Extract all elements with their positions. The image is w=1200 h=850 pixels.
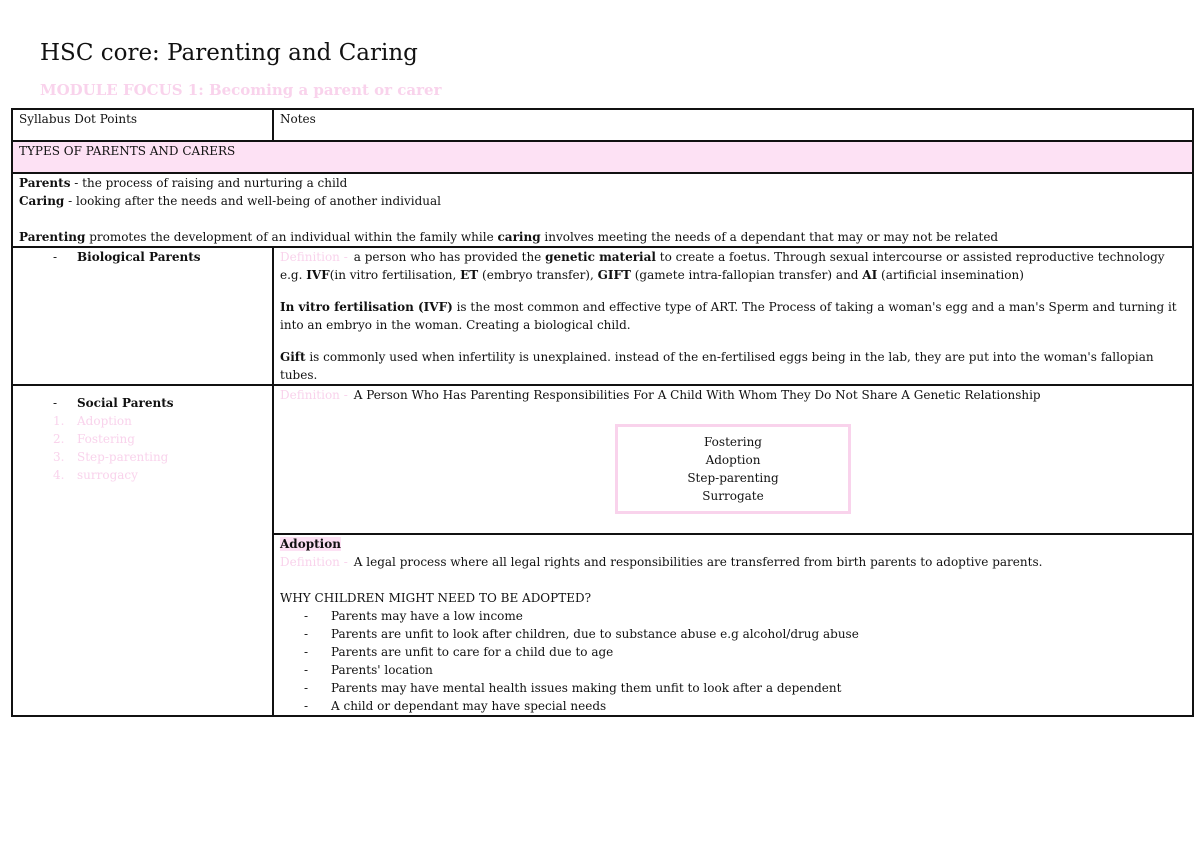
social-definition: Definition - A Person Who Has Parenting Responsibilities For A Child With Whom They Do Not Share A Genetic Relationship bbox=[280, 388, 1041, 402]
gift-paragraph: Gift is commonly used when infertility is unexplained. instead of the en-fertilised eggs being in the lab, they are put into the woman's fallopian tubes. bbox=[280, 350, 1154, 382]
section-row bbox=[12, 141, 1193, 173]
box-item: Step-parenting bbox=[687, 471, 779, 485]
module-focus-subtitle: MODULE FOCUS 1: Becoming a parent or carer bbox=[40, 81, 442, 99]
biological-notes-cell bbox=[273, 247, 1193, 385]
box-item: Surrogate bbox=[702, 489, 764, 503]
social-parents-row bbox=[12, 385, 1193, 534]
box-item: Fostering bbox=[704, 435, 762, 449]
caring-definition: Caring - looking after the needs and well-being of another individual bbox=[19, 194, 441, 208]
list-item: 3. Step-parenting bbox=[53, 450, 169, 464]
ivf-paragraph: In vitro fertilisation (IVF) is the most common and effective type of ART. The Process of taking a woman's egg and a man's Sperm and turning it into an embryo in the woman. Creating a biological child. bbox=[280, 300, 1177, 332]
biological-parents-cell bbox=[12, 247, 273, 385]
adoption-notes-cell bbox=[273, 534, 1193, 716]
list-item: - Parents are unfit to care for a child due to age bbox=[304, 645, 614, 659]
list-item: 1. Adoption bbox=[53, 414, 132, 428]
social-parent-types-box bbox=[615, 424, 851, 514]
biological-parents-row bbox=[12, 247, 1193, 385]
section-heading: TYPES OF PARENTS AND CARERS bbox=[12, 141, 1193, 173]
parenting-vs-caring: Parenting promotes the development of an individual within the family while caring involves meeting the needs of a dependant that may or may not be related bbox=[19, 230, 999, 244]
list-item: 4. surrogacy bbox=[53, 468, 138, 482]
definition-label: Definition - bbox=[280, 250, 348, 264]
social-parents-types-list bbox=[19, 412, 266, 484]
list-item: - Parents may have mental health issues making them unfit to look after a dependent bbox=[304, 681, 842, 695]
list-item: 2. Fostering bbox=[53, 432, 135, 446]
adoption-heading: Adoption bbox=[280, 537, 341, 551]
why-adopted-heading: WHY CHILDREN MIGHT NEED TO BE ADOPTED? bbox=[280, 591, 592, 605]
header-notes: Notes bbox=[273, 109, 1193, 141]
biological-parents-label: - Biological Parents bbox=[53, 250, 201, 264]
list-item: - Parents are unfit to look after children, due to substance abuse e.g alcohol/drug abuse bbox=[304, 627, 859, 641]
notes-table bbox=[11, 108, 1194, 717]
definition-label: Definition - bbox=[280, 388, 348, 402]
table-header-row bbox=[12, 109, 1193, 141]
parents-definition: Parents - the process of raising and nurturing a child bbox=[19, 176, 348, 190]
social-definition-cell bbox=[273, 385, 1193, 534]
list-item: - Parents may have a low income bbox=[304, 609, 523, 623]
social-parents-label: - Social Parents bbox=[53, 396, 174, 410]
social-parents-cell bbox=[12, 385, 273, 716]
header-syllabus-dot-points: Syllabus Dot Points bbox=[12, 109, 273, 141]
biological-definition: Definition - a person who has provided the genetic material to create a foetus. Through sexual intercourse or assisted reproductive technology e.g. IVF(in vitro fertilisation, ET (embryo transfer), GIFT (gamete intra-fallopian transfer) and AI (artificial insemination) bbox=[280, 250, 1165, 282]
box-item: Adoption bbox=[705, 453, 761, 467]
page-title: HSC core: Parenting and Caring bbox=[40, 40, 418, 66]
intro-cell bbox=[12, 173, 1193, 247]
list-item: - A child or dependant may have special needs bbox=[304, 699, 607, 713]
adoption-reasons-list bbox=[280, 607, 1186, 715]
adoption-definition: Definition - A legal process where all legal rights and responsibilities are transferred from birth parents to adoptive parents. bbox=[280, 555, 1043, 569]
definition-label: Definition - bbox=[280, 555, 348, 569]
intro-row bbox=[12, 173, 1193, 247]
list-item: - Parents' location bbox=[304, 663, 433, 677]
